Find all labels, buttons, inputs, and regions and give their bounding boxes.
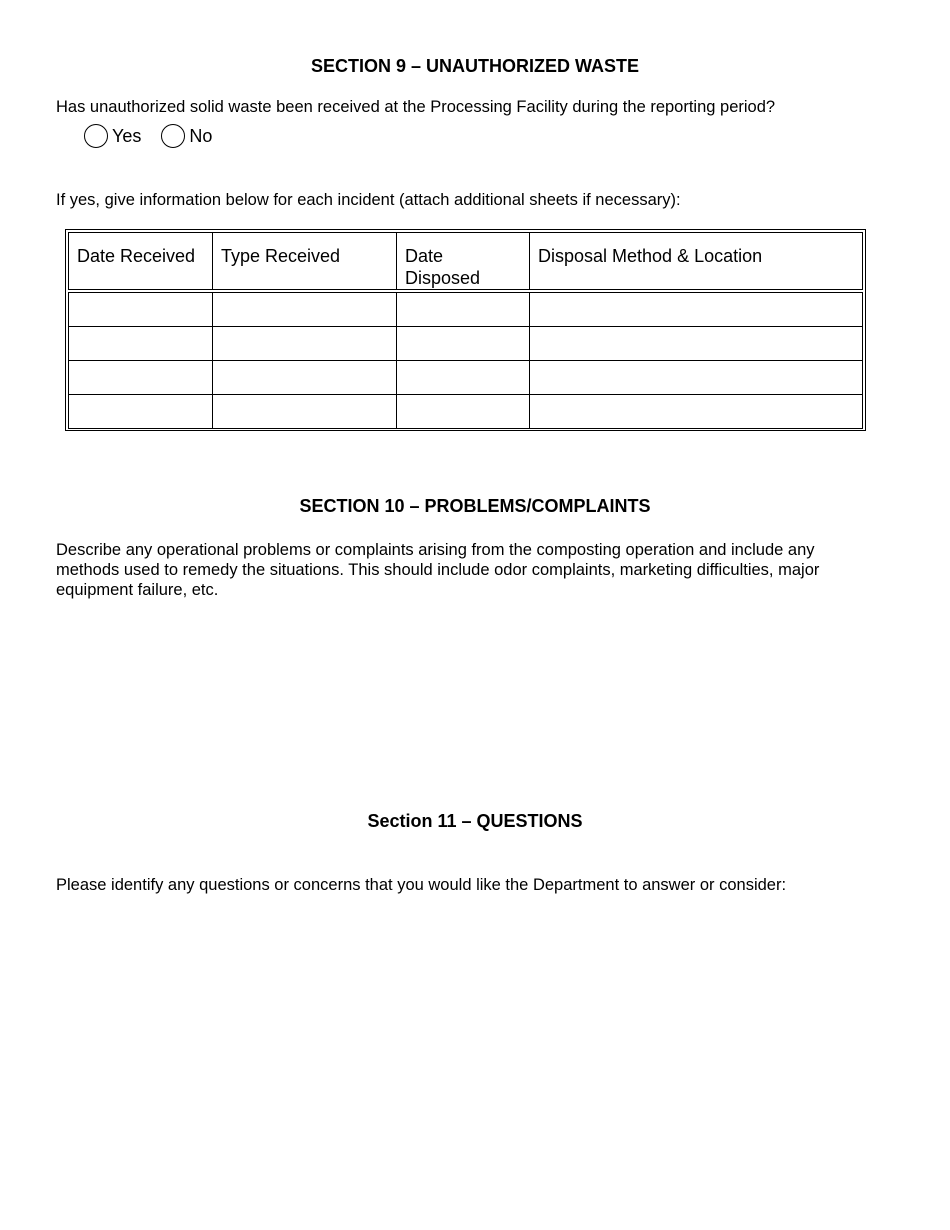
cell-date-received[interactable] [69, 291, 213, 327]
cell-date-disposed[interactable] [397, 327, 530, 361]
cell-type-received[interactable] [213, 361, 397, 395]
header-date-received: Date Received [69, 233, 213, 292]
cell-disposal-method-location[interactable] [530, 361, 863, 395]
cell-date-disposed[interactable] [397, 361, 530, 395]
radio-no[interactable] [161, 124, 212, 148]
cell-date-received[interactable] [69, 361, 213, 395]
cell-disposal-method-location[interactable] [530, 395, 863, 429]
section-11-title: Section 11 – QUESTIONS [367, 811, 583, 831]
table-row [69, 361, 863, 395]
cell-type-received[interactable] [213, 395, 397, 429]
radio-no-circle-icon[interactable] [161, 124, 185, 148]
incident-table [68, 232, 863, 429]
unauthorized-waste-radio-group [84, 124, 232, 148]
radio-yes-label: Yes [112, 125, 142, 146]
section-9-title: SECTION 9 – UNAUTHORIZED WASTE [310, 56, 640, 76]
cell-type-received[interactable] [213, 291, 397, 327]
radio-yes-circle-icon[interactable] [84, 124, 108, 148]
cell-disposal-method-location[interactable] [530, 327, 863, 361]
radio-yes[interactable] [84, 124, 141, 148]
incident-instruction: If yes, give information below for each incident (attach additional sheets if necessary): [56, 191, 681, 209]
incident-table-frame [65, 229, 866, 431]
unauthorized-waste-question: Has unauthorized solid waste been received at the Processing Facility during the reporting period? [56, 98, 776, 116]
header-date-disposed: Date Disposed [397, 233, 530, 292]
cell-date-received[interactable] [69, 395, 213, 429]
table-row [69, 291, 863, 327]
cell-date-disposed[interactable] [397, 291, 530, 327]
table-row [69, 327, 863, 361]
header-type-received: Type Received [213, 233, 397, 292]
problems-complaints-description: Describe any operational problems or complaints arising from the composting operation and include any methods used to remedy the situations. This should include odor complaints, marketing difficulties, major equipment failure, etc. [56, 541, 820, 599]
questions-prompt: Please identify any questions or concerns that you would like the Department to answer or consider: [56, 876, 787, 894]
section-10-title: SECTION 10 – PROBLEMS/COMPLAINTS [299, 496, 651, 516]
radio-no-label: No [189, 125, 213, 146]
cell-date-disposed[interactable] [397, 395, 530, 429]
table-row [69, 395, 863, 429]
cell-type-received[interactable] [213, 327, 397, 361]
header-disposal-method-location: Disposal Method & Location [530, 233, 863, 292]
incident-table-header-row [69, 233, 863, 292]
cell-date-received[interactable] [69, 327, 213, 361]
cell-disposal-method-location[interactable] [530, 291, 863, 327]
